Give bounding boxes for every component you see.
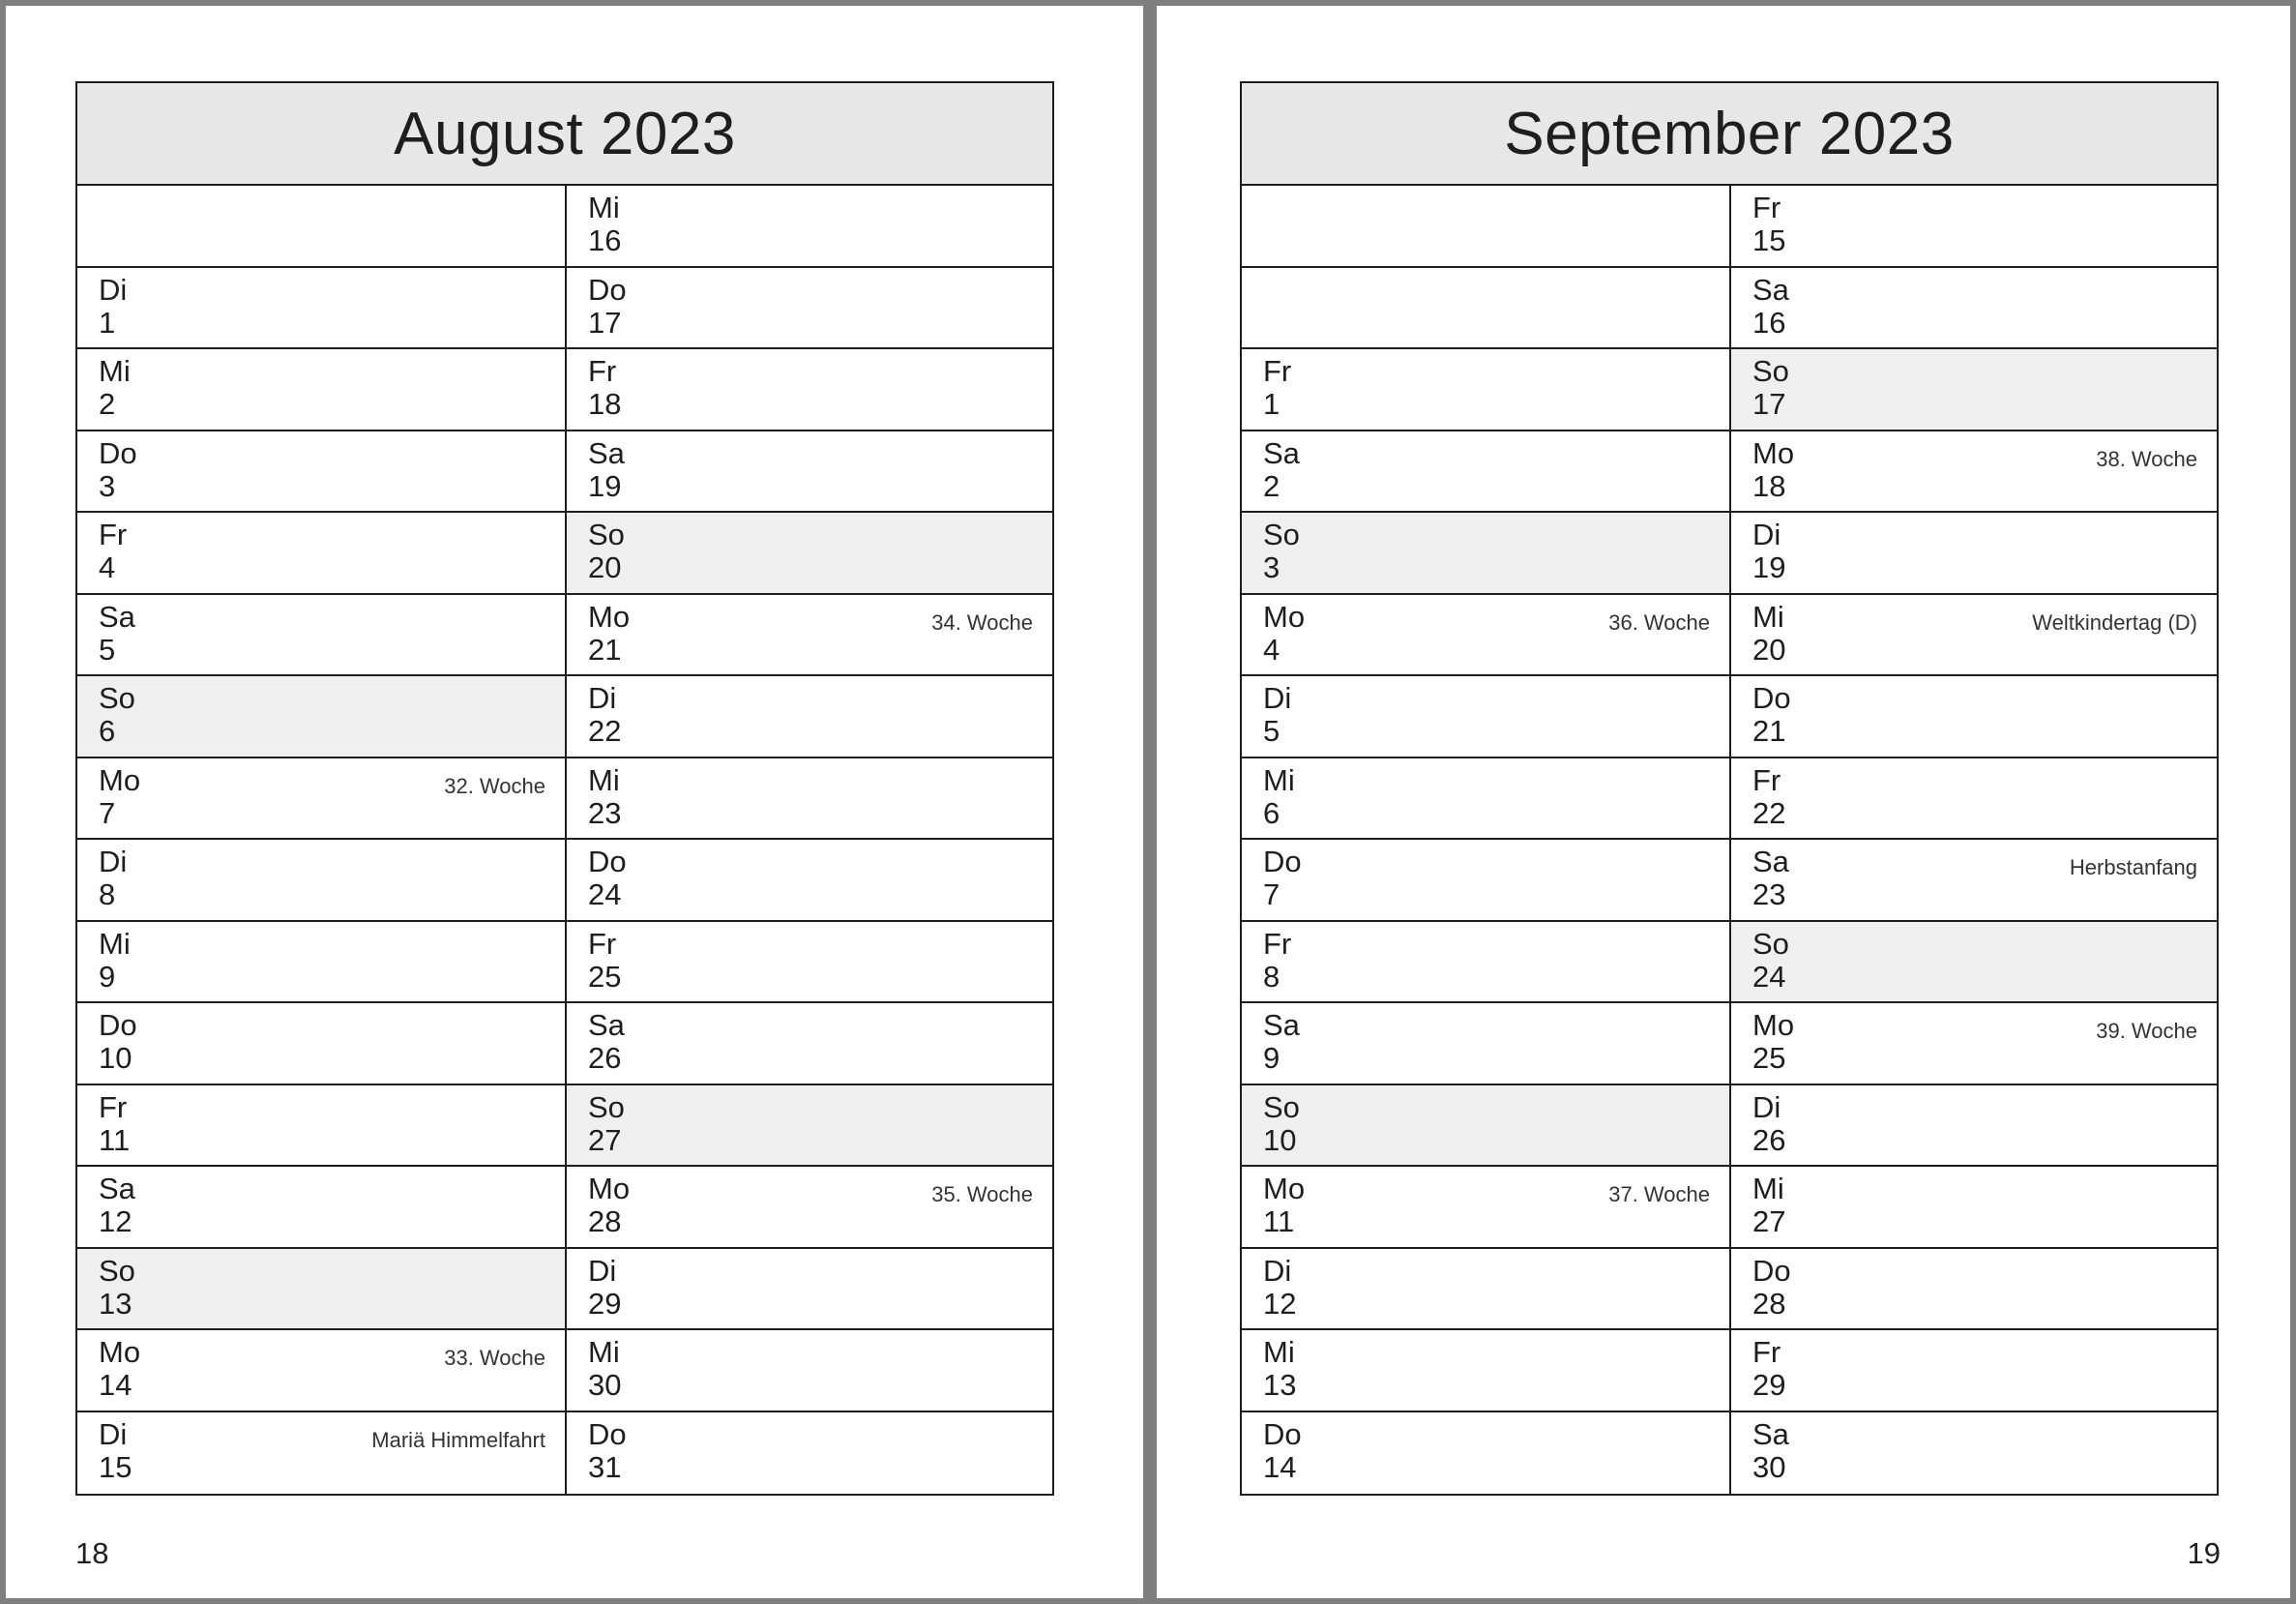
weekday-label: Mi [1263, 762, 1295, 797]
day-cell [1731, 431, 2217, 514]
day-cell [1731, 186, 2217, 268]
day-number: 14 [1263, 1449, 1297, 1484]
day-cell [1731, 1003, 2217, 1085]
day-number: 6 [99, 714, 116, 748]
day-cell [567, 431, 1052, 514]
weekday-label: Do [1263, 845, 1302, 878]
weekday-label: Mi [588, 1335, 620, 1369]
weekday-label: Fr [588, 354, 617, 388]
day-cell [77, 349, 565, 431]
day-cell [1242, 1249, 1729, 1331]
day-cell [77, 431, 565, 514]
day-note: 32. Woche [444, 773, 545, 798]
day-grid [1242, 186, 2217, 1494]
day-number: 8 [1263, 959, 1280, 994]
day-cell [1731, 595, 2217, 677]
day-number: 23 [1752, 877, 1786, 911]
day-number: 23 [588, 795, 622, 830]
day-number: 24 [588, 877, 622, 911]
weekday-label: Di [1752, 518, 1781, 551]
day-cell [1731, 840, 2217, 922]
day-number: 17 [1752, 387, 1786, 421]
day-cell [567, 922, 1052, 1004]
weekday-label: Sa [99, 1172, 135, 1205]
day-number: 6 [1263, 795, 1280, 830]
weekday-label: Do [1263, 1416, 1302, 1451]
day-number: 16 [1752, 305, 1786, 340]
weekday-label: So [99, 1253, 135, 1288]
weekday-label: Fr [99, 518, 128, 551]
day-cell [1242, 513, 1729, 595]
day-cell [1731, 758, 2217, 841]
weekday-label: Mo [99, 1335, 141, 1369]
day-cell [567, 1085, 1052, 1168]
day-number: 22 [588, 714, 622, 748]
weekday-label: Di [588, 1253, 617, 1288]
day-cell [1242, 1085, 1729, 1168]
day-cell [567, 1167, 1052, 1249]
day-number: 27 [1752, 1204, 1786, 1238]
day-note: Weltkindertag (D) [2032, 609, 2197, 635]
day-cell [567, 513, 1052, 595]
day-number: 13 [1263, 1368, 1297, 1402]
day-number: 1 [1263, 387, 1280, 421]
month-table [1240, 81, 2219, 1496]
day-cell [1242, 922, 1729, 1004]
weekday-label: Do [99, 1008, 137, 1042]
day-column-right [1729, 186, 2217, 1494]
weekday-label: Sa [99, 599, 135, 634]
weekday-label: Fr [1263, 926, 1292, 961]
weekday-label: Mi [1752, 599, 1784, 634]
weekday-label: So [588, 1089, 625, 1124]
day-number: 2 [99, 387, 116, 421]
weekday-label: Mo [1263, 599, 1306, 634]
day-number: 5 [1263, 714, 1280, 748]
day-cell [567, 595, 1052, 677]
day-number: 18 [1752, 468, 1786, 503]
day-cell [567, 1249, 1052, 1331]
day-number: 28 [588, 1204, 622, 1238]
weekday-label: Mo [1752, 1008, 1795, 1042]
weekday-label: Fr [588, 926, 617, 961]
weekday-label: Fr [99, 1089, 128, 1124]
day-number: 4 [99, 550, 116, 584]
month-title: September 2023 [1242, 83, 2217, 186]
weekday-label: Di [1263, 1253, 1292, 1288]
day-cell [567, 676, 1052, 758]
weekday-label: Sa [1752, 1416, 1789, 1451]
day-number: 5 [99, 632, 116, 667]
weekday-label: So [1752, 926, 1789, 961]
day-cell [77, 1249, 565, 1331]
day-number: 31 [588, 1449, 622, 1484]
day-cell [567, 1412, 1052, 1495]
day-note: 38. Woche [2096, 446, 2197, 471]
page-number: 19 [2187, 1536, 2221, 1570]
day-cell [1731, 1167, 2217, 1249]
day-cell [1242, 186, 1729, 268]
day-number: 2 [1263, 468, 1280, 503]
day-cell [1242, 1330, 1729, 1412]
weekday-label: Di [99, 845, 128, 878]
day-cell [77, 268, 565, 350]
day-cell [567, 1330, 1052, 1412]
day-number: 29 [588, 1286, 622, 1321]
day-cell [77, 595, 565, 677]
day-number: 3 [1263, 550, 1280, 584]
weekday-label: Mi [99, 926, 131, 961]
day-cell [567, 840, 1052, 922]
weekday-label: Mi [99, 354, 131, 388]
calendar-page-august [6, 6, 1143, 1598]
day-note: 35. Woche [931, 1182, 1033, 1206]
day-number: 27 [588, 1122, 622, 1157]
day-grid [77, 186, 1052, 1494]
page-number: 18 [75, 1536, 109, 1570]
day-cell [77, 186, 565, 268]
day-number: 18 [588, 387, 622, 421]
day-number: 12 [1263, 1286, 1297, 1321]
weekday-label: Do [588, 1416, 627, 1451]
day-number: 22 [1752, 795, 1786, 830]
day-cell [1731, 1412, 2217, 1495]
day-cell [1242, 268, 1729, 350]
weekday-label: So [99, 681, 135, 715]
weekday-label: Mi [1752, 1172, 1784, 1205]
day-cell [1242, 595, 1729, 677]
day-number: 26 [588, 1041, 622, 1075]
weekday-label: Do [1752, 1253, 1791, 1288]
day-cell [77, 1330, 565, 1412]
weekday-label: Fr [1263, 354, 1292, 388]
day-cell [77, 513, 565, 595]
weekday-label: Mo [1752, 435, 1795, 470]
day-number: 20 [1752, 632, 1786, 667]
day-cell [567, 758, 1052, 841]
weekday-label: Sa [1752, 272, 1789, 307]
day-number: 10 [1263, 1122, 1297, 1157]
day-cell [77, 1412, 565, 1495]
weekday-label: Di [1752, 1089, 1781, 1124]
day-number: 10 [99, 1041, 132, 1075]
day-note: 34. Woche [931, 609, 1033, 635]
weekday-label: Do [1752, 681, 1791, 715]
day-cell [1242, 676, 1729, 758]
day-number: 25 [588, 959, 622, 994]
day-number: 25 [1752, 1041, 1786, 1075]
weekday-label: Fr [1752, 762, 1781, 797]
weekday-label: Sa [588, 1008, 625, 1042]
day-number: 13 [99, 1286, 132, 1321]
day-number: 12 [99, 1204, 132, 1238]
weekday-label: Mi [1263, 1335, 1295, 1369]
weekday-label: Mi [588, 191, 620, 224]
weekday-label: Di [99, 272, 128, 307]
day-note: 33. Woche [444, 1346, 545, 1370]
day-cell [567, 268, 1052, 350]
weekday-label: Fr [1752, 1335, 1781, 1369]
day-number: 16 [588, 223, 622, 257]
day-cell [1242, 1167, 1729, 1249]
day-note: 39. Woche [2096, 1019, 2197, 1043]
day-cell [1731, 268, 2217, 350]
weekday-label: Mo [588, 1172, 631, 1205]
day-number: 26 [1752, 1122, 1786, 1157]
day-cell [1242, 1003, 1729, 1085]
day-number: 11 [1263, 1204, 1295, 1238]
day-cell [1731, 349, 2217, 431]
weekday-label: So [588, 518, 625, 551]
month-title: August 2023 [77, 83, 1052, 186]
day-number: 4 [1263, 632, 1280, 667]
day-number: 15 [99, 1449, 132, 1484]
day-cell [567, 186, 1052, 268]
day-cell [1242, 1412, 1729, 1495]
weekday-label: Mo [588, 599, 631, 634]
day-cell [77, 840, 565, 922]
day-note: 36. Woche [1608, 609, 1710, 635]
day-cell [77, 676, 565, 758]
calendar-page-september [1157, 6, 2290, 1598]
day-cell [1731, 513, 2217, 595]
weekday-label: Do [588, 272, 627, 307]
day-cell [1731, 1330, 2217, 1412]
weekday-label: Di [99, 1416, 128, 1451]
day-note: Herbstanfang [2069, 855, 2197, 879]
day-cell [77, 922, 565, 1004]
day-cell [77, 1003, 565, 1085]
day-number: 30 [1752, 1449, 1786, 1484]
day-number: 3 [99, 468, 116, 503]
day-number: 9 [99, 959, 116, 994]
day-number: 29 [1752, 1368, 1786, 1402]
day-cell [1731, 1249, 2217, 1331]
day-note: Mariä Himmelfahrt [371, 1427, 545, 1452]
day-number: 19 [588, 468, 622, 503]
day-number: 7 [99, 795, 116, 830]
day-cell [1242, 840, 1729, 922]
day-number: 7 [1263, 877, 1280, 911]
day-number: 11 [99, 1122, 131, 1157]
weekday-label: Sa [588, 435, 625, 470]
day-column-left [1242, 186, 1729, 1494]
day-number: 21 [588, 632, 622, 667]
weekday-label: Sa [1752, 845, 1789, 878]
day-cell [77, 1085, 565, 1168]
day-number: 8 [99, 877, 116, 911]
day-cell [1242, 758, 1729, 841]
day-column-left [77, 186, 565, 1494]
day-number: 20 [588, 550, 622, 584]
weekday-label: Do [588, 845, 627, 878]
day-number: 21 [1752, 714, 1786, 748]
weekday-label: So [1263, 1089, 1300, 1124]
weekday-label: Fr [1752, 191, 1781, 224]
day-cell [567, 349, 1052, 431]
weekday-label: Mo [99, 762, 141, 797]
day-number: 24 [1752, 959, 1786, 994]
day-cell [1242, 349, 1729, 431]
day-number: 17 [588, 305, 622, 340]
day-cell [1731, 922, 2217, 1004]
day-number: 30 [588, 1368, 622, 1402]
weekday-label: Mi [588, 762, 620, 797]
day-number: 15 [1752, 223, 1786, 257]
day-column-right [565, 186, 1052, 1494]
day-number: 14 [99, 1368, 132, 1402]
day-cell [1731, 1085, 2217, 1168]
weekday-label: So [1263, 518, 1300, 551]
day-number: 1 [99, 305, 116, 340]
day-number: 19 [1752, 550, 1786, 584]
weekday-label: Di [1263, 681, 1292, 715]
day-number: 9 [1263, 1041, 1280, 1075]
day-cell [77, 1167, 565, 1249]
day-cell [77, 758, 565, 841]
weekday-label: Sa [1263, 435, 1300, 470]
weekday-label: So [1752, 354, 1789, 388]
month-table [75, 81, 1054, 1496]
day-cell [567, 1003, 1052, 1085]
weekday-label: Di [588, 681, 617, 715]
day-number: 28 [1752, 1286, 1786, 1321]
weekday-label: Mo [1263, 1172, 1306, 1205]
weekday-label: Sa [1263, 1008, 1300, 1042]
day-cell [1242, 431, 1729, 514]
day-cell [1731, 676, 2217, 758]
weekday-label: Do [99, 435, 137, 470]
day-note: 37. Woche [1608, 1182, 1710, 1206]
